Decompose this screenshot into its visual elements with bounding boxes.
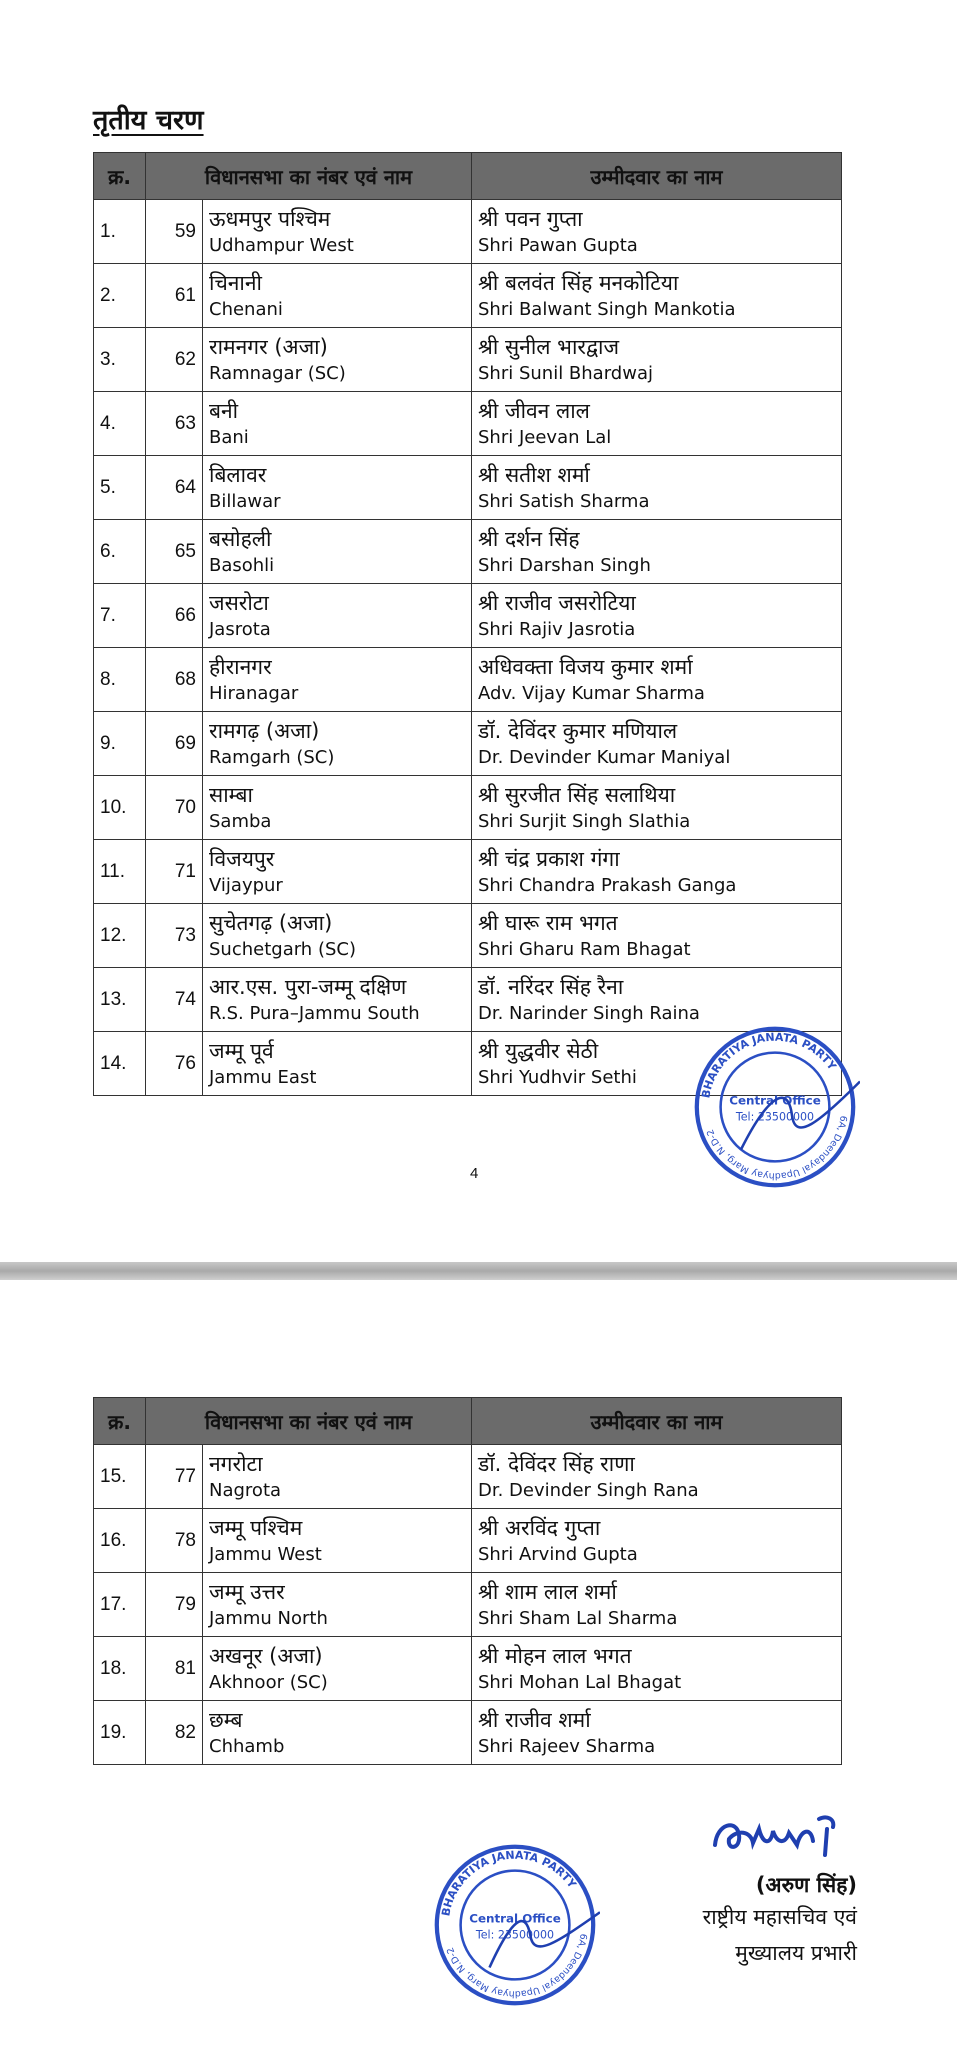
candidate-cell [472, 648, 842, 712]
candidate-cell [472, 328, 842, 392]
candidate-name-english: Shri Balwant Singh Mankotia [478, 298, 736, 320]
constituency-name-hindi: ऊधमपुर पश्चिम [209, 206, 331, 231]
party-seal-stamp [430, 1840, 600, 2010]
constituency-number: 62 [146, 328, 203, 392]
candidate-name-hindi: डॉ. देविंदर कुमार मणियाल [478, 718, 678, 743]
serial-number: 4. [94, 392, 146, 456]
candidate-cell [472, 392, 842, 456]
seal-address-text: 6A, Deendayal Upadhyay Marg, N.D-2 [444, 1932, 589, 2000]
constituency-name-hindi: सुचेतगढ़ (अजा) [209, 910, 333, 935]
candidate-cell [472, 264, 842, 328]
table-row [94, 1637, 842, 1701]
constituency-name-hindi: साम्बा [209, 782, 253, 807]
serial-number: 1. [94, 200, 146, 264]
signatory-name: (अरुण सिंह) [755, 1873, 857, 1897]
constituency-name-hindi: नगरोटा [209, 1451, 263, 1476]
candidate-name-english: Shri Sunil Bhardwaj [478, 362, 653, 384]
signatory-designation-1: राष्ट्रीय महासचिव एवं [702, 1905, 857, 1929]
constituency-number: 77 [146, 1445, 203, 1509]
constituency-cell [203, 1509, 472, 1573]
table-row [94, 1445, 842, 1509]
constituency-name-english: R.S. Pura–Jammu South [209, 1002, 420, 1024]
candidate-name-english: Dr. Devinder Singh Rana [478, 1479, 699, 1501]
candidate-name-english: Shri Jeevan Lal [478, 426, 612, 448]
constituency-number: 68 [146, 648, 203, 712]
header-candidate: उम्मीदवार का नाम [472, 153, 842, 200]
candidate-name-english: Shri Surjit Singh Slathia [478, 810, 691, 832]
table-row [94, 584, 842, 648]
candidate-name-hindi: श्री राजीव जसरोटिया [478, 590, 636, 615]
seal-ring-text: BHARATIYA JANATA PARTY [699, 1030, 839, 1100]
table-row [94, 840, 842, 904]
serial-number: 12. [94, 904, 146, 968]
constituency-name-hindi: विजयपुर [209, 846, 275, 871]
table-row [94, 904, 842, 968]
table-header-row [94, 1398, 842, 1445]
candidate-name-hindi: श्री सतीश शर्मा [478, 462, 590, 487]
candidate-name-hindi: श्री राजीव शर्मा [478, 1707, 591, 1732]
constituency-name-hindi: जम्मू पश्चिम [209, 1515, 303, 1540]
constituency-name-hindi: हीरानगर [209, 654, 272, 679]
candidate-name-english: Shri Rajiv Jasrotia [478, 618, 636, 640]
candidate-cell [472, 456, 842, 520]
serial-number: 8. [94, 648, 146, 712]
candidate-name-english: Dr. Narinder Singh Raina [478, 1002, 700, 1024]
constituency-name-english: Jammu North [209, 1607, 328, 1629]
constituency-number: 69 [146, 712, 203, 776]
constituency-cell [203, 1032, 472, 1096]
constituency-name-english: Suchetgarh (SC) [209, 938, 356, 960]
serial-number: 10. [94, 776, 146, 840]
candidate-name-hindi: डॉ. नरिंदर सिंह रैना [478, 974, 624, 999]
candidate-name-english: Shri Yudhvir Sethi [478, 1066, 637, 1088]
constituency-name-hindi: चिनानी [209, 270, 262, 295]
serial-number: 9. [94, 712, 146, 776]
table-row [94, 712, 842, 776]
page-separator [0, 1262, 957, 1280]
candidate-cell [472, 1637, 842, 1701]
constituency-name-hindi: छम्ब [209, 1707, 243, 1732]
candidate-cell [472, 584, 842, 648]
constituency-name-hindi: जम्मू उत्तर [209, 1579, 285, 1604]
candidate-name-hindi: श्री चंद्र प्रकाश गंगा [478, 846, 620, 871]
header-constituency: विधानसभा का नंबर एवं नाम [146, 1398, 472, 1445]
candidate-name-english: Shri Chandra Prakash Ganga [478, 874, 737, 896]
candidate-table-2 [93, 1397, 842, 1765]
candidate-cell [472, 1509, 842, 1573]
constituency-name-english: Hiranagar [209, 682, 299, 704]
table-row [94, 392, 842, 456]
constituency-cell [203, 840, 472, 904]
candidate-name-hindi: श्री सुरजीत सिंह सलाथिया [478, 782, 676, 807]
constituency-cell [203, 456, 472, 520]
candidate-name-english: Shri Gharu Ram Bhagat [478, 938, 691, 960]
candidate-name-english: Shri Arvind Gupta [478, 1543, 638, 1565]
constituency-cell [203, 1701, 472, 1765]
serial-number: 7. [94, 584, 146, 648]
constituency-number: 65 [146, 520, 203, 584]
table-body-2 [94, 1445, 842, 1765]
constituency-number: 70 [146, 776, 203, 840]
candidate-name-hindi: श्री मोहन लाल भगत [478, 1643, 632, 1668]
candidate-name-hindi: श्री शाम लाल शर्मा [478, 1579, 617, 1604]
constituency-name-english: Nagrota [209, 1479, 282, 1501]
constituency-number: 66 [146, 584, 203, 648]
constituency-cell [203, 648, 472, 712]
candidate-name-hindi: अधिवक्ता विजय कुमार शर्मा [478, 654, 693, 679]
party-seal-stamp [690, 1022, 860, 1192]
candidate-name-english: Shri Sham Lal Sharma [478, 1607, 678, 1629]
candidate-cell [472, 712, 842, 776]
candidate-name-english: Shri Rajeev Sharma [478, 1735, 656, 1757]
serial-number: 14. [94, 1032, 146, 1096]
constituency-number: 73 [146, 904, 203, 968]
table-row [94, 328, 842, 392]
seal-address-text: 6A, Deendayal Upadhyay Marg, N.D-2 [704, 1114, 849, 1182]
candidate-name-hindi: श्री बलवंत सिंह मनकोटिया [478, 270, 679, 295]
candidate-name-hindi: श्री घारू राम भगत [478, 910, 618, 935]
candidate-name-hindi: श्री पवन गुप्ता [478, 206, 583, 231]
candidate-name-english: Dr. Devinder Kumar Maniyal [478, 746, 731, 768]
constituency-number: 82 [146, 1701, 203, 1765]
constituency-name-hindi: बसोहली [209, 526, 272, 551]
signature-block [703, 1805, 857, 1971]
serial-number: 13. [94, 968, 146, 1032]
table-row [94, 648, 842, 712]
constituency-cell [203, 776, 472, 840]
table-body-1 [94, 200, 842, 1096]
header-candidate: उम्मीदवार का नाम [472, 1398, 842, 1445]
constituency-name-hindi: आर.एस. पुरा-जम्मू दक्षिण [209, 974, 407, 999]
constituency-name-english: Udhampur West [209, 234, 354, 256]
candidate-name-hindi: श्री दर्शन सिंह [478, 526, 580, 551]
constituency-cell [203, 968, 472, 1032]
candidate-cell [472, 776, 842, 840]
constituency-cell [203, 520, 472, 584]
constituency-name-english: Samba [209, 810, 272, 832]
serial-number: 11. [94, 840, 146, 904]
constituency-name-hindi: जम्मू पूर्व [209, 1038, 274, 1063]
serial-number: 2. [94, 264, 146, 328]
seal-center-line2: Tel: 23500000 [735, 1110, 815, 1124]
constituency-number: 78 [146, 1509, 203, 1573]
constituency-cell [203, 584, 472, 648]
serial-number: 5. [94, 456, 146, 520]
candidate-name-english: Shri Darshan Singh [478, 554, 651, 576]
serial-number: 18. [94, 1637, 146, 1701]
table-row [94, 456, 842, 520]
seal-center-line2: Tel: 23500000 [475, 1928, 555, 1942]
constituency-cell [203, 328, 472, 392]
constituency-name-english: Ramnagar (SC) [209, 362, 346, 384]
constituency-name-english: Ramgarh (SC) [209, 746, 335, 768]
constituency-name-english: Akhnoor (SC) [209, 1671, 328, 1693]
serial-number: 15. [94, 1445, 146, 1509]
constituency-name-english: Bani [209, 426, 249, 448]
candidate-cell [472, 200, 842, 264]
constituency-number: 71 [146, 840, 203, 904]
constituency-name-english: Chenani [209, 298, 283, 320]
constituency-name-hindi: रामनगर (अजा) [209, 334, 328, 359]
constituency-number: 63 [146, 392, 203, 456]
constituency-name-hindi: जसरोटा [209, 590, 269, 615]
handwritten-signature [707, 1805, 857, 1865]
constituency-name-english: Billawar [209, 490, 281, 512]
table-row [94, 200, 842, 264]
constituency-number: 61 [146, 264, 203, 328]
serial-number: 19. [94, 1701, 146, 1765]
candidate-cell [472, 520, 842, 584]
header-serial: क्र. [94, 1398, 146, 1445]
constituency-name-english: Chhamb [209, 1735, 285, 1757]
constituency-name-english: Jasrota [209, 618, 271, 640]
serial-number: 3. [94, 328, 146, 392]
seal-ring-text: BHARATIYA JANATA PARTY [439, 1848, 579, 1918]
serial-number: 16. [94, 1509, 146, 1573]
table-row [94, 1573, 842, 1637]
table-header-row [94, 153, 842, 200]
section-title: तृतीय चरण [93, 105, 204, 136]
header-constituency: विधानसभा का नंबर एवं नाम [146, 153, 472, 200]
candidate-name-hindi: श्री जीवन लाल [478, 398, 590, 423]
table-row [94, 264, 842, 328]
candidate-name-hindi: श्री युद्धवीर सेठी [478, 1038, 599, 1063]
serial-number: 17. [94, 1573, 146, 1637]
candidate-name-english: Shri Mohan Lal Bhagat [478, 1671, 682, 1693]
table-row [94, 776, 842, 840]
candidate-cell [472, 840, 842, 904]
constituency-name-english: Jammu East [209, 1066, 317, 1088]
candidate-name-english: Shri Satish Sharma [478, 490, 650, 512]
candidate-cell [472, 1573, 842, 1637]
constituency-cell [203, 264, 472, 328]
constituency-cell [203, 1637, 472, 1701]
constituency-name-english: Jammu West [209, 1543, 322, 1565]
candidate-table-1 [93, 152, 842, 1096]
constituency-cell [203, 1573, 472, 1637]
candidate-cell [472, 1701, 842, 1765]
candidate-name-english: Shri Pawan Gupta [478, 234, 638, 256]
constituency-cell [203, 392, 472, 456]
seal-center-line1: Central Office [469, 1911, 561, 1926]
constituency-cell [203, 904, 472, 968]
constituency-number: 79 [146, 1573, 203, 1637]
serial-number: 6. [94, 520, 146, 584]
constituency-number: 64 [146, 456, 203, 520]
constituency-name-hindi: अखनूर (अजा) [209, 1643, 323, 1668]
constituency-number: 76 [146, 1032, 203, 1096]
seal-center-line1: Central Office [729, 1093, 821, 1108]
signatory-designation-2: मुख्यालय प्रभारी [735, 1941, 857, 1965]
page-number: 4 [470, 1165, 479, 1182]
candidate-name-hindi: श्री सुनील भारद्वाज [478, 334, 620, 359]
candidate-cell [472, 904, 842, 968]
header-serial: क्र. [94, 153, 146, 200]
candidate-cell [472, 1445, 842, 1509]
constituency-name-hindi: रामगढ़ (अजा) [209, 718, 320, 743]
table-row [94, 1701, 842, 1765]
constituency-name-hindi: बिलावर [209, 462, 267, 487]
constituency-number: 81 [146, 1637, 203, 1701]
constituency-cell [203, 200, 472, 264]
constituency-cell [203, 1445, 472, 1509]
constituency-name-english: Vijaypur [209, 874, 283, 896]
constituency-number: 59 [146, 200, 203, 264]
constituency-name-english: Basohli [209, 554, 275, 576]
table-row [94, 1509, 842, 1573]
table-row [94, 520, 842, 584]
constituency-cell [203, 712, 472, 776]
constituency-name-hindi: बनी [209, 398, 239, 423]
constituency-number: 74 [146, 968, 203, 1032]
candidate-name-english: Adv. Vijay Kumar Sharma [478, 682, 705, 704]
candidate-name-hindi: श्री अरविंद गुप्ता [478, 1515, 601, 1540]
candidate-name-hindi: डॉ. देविंदर सिंह राणा [478, 1451, 635, 1476]
